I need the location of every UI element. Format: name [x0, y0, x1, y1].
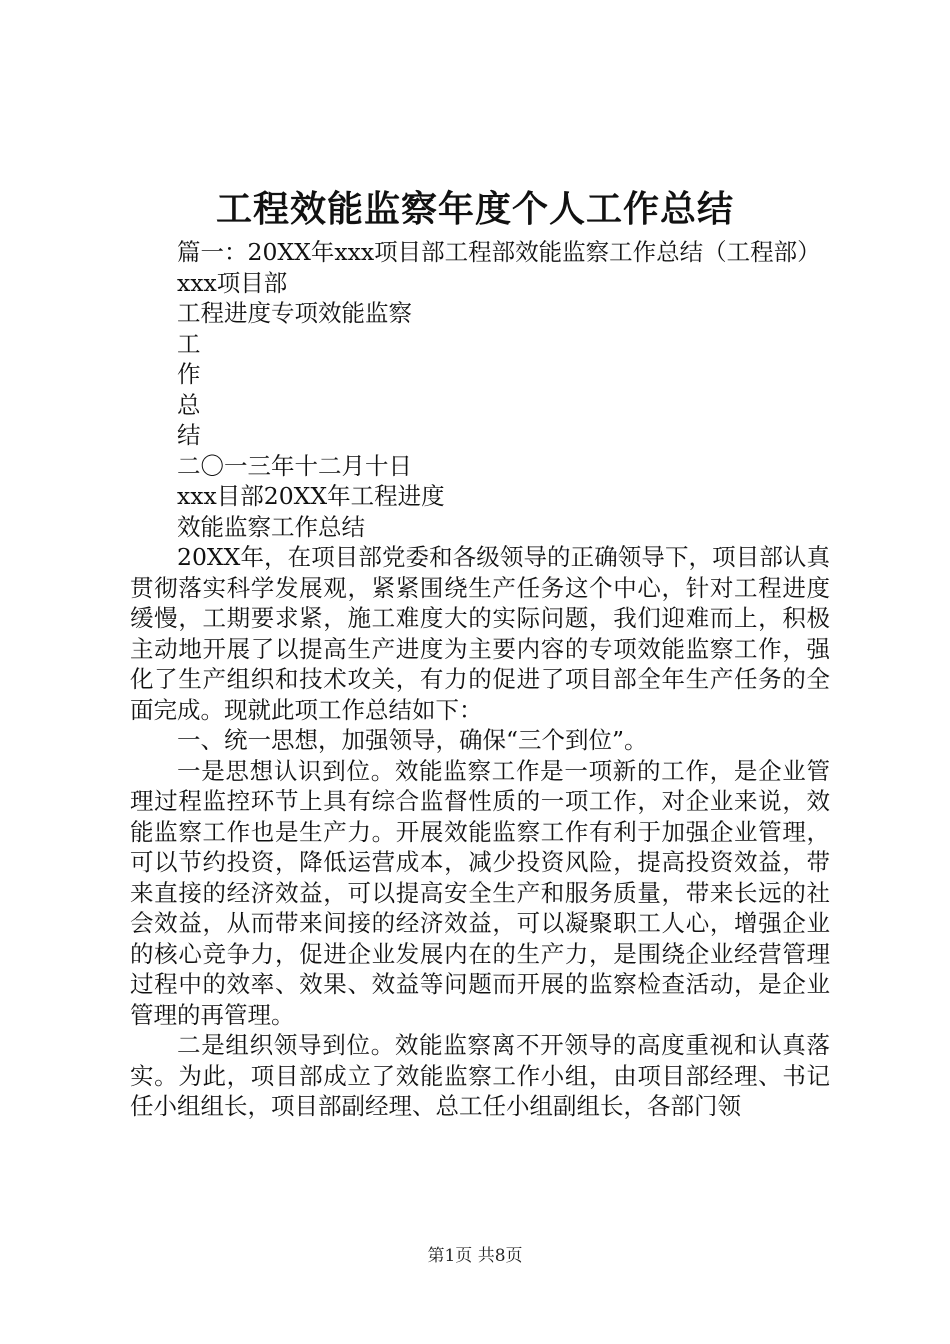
- paragraph-2: xxx项目部: [177, 268, 288, 297]
- paragraph-3: 工程进度专项效能监察: [177, 299, 412, 327]
- paragraph-10: 效能监察工作总结: [177, 512, 365, 541]
- paragraph-1: 篇一：20XX年xxx项目部工程部效能监察工作总结（工程部）: [177, 238, 821, 266]
- paragraph-7: 结: [177, 421, 201, 449]
- section-heading-1: 一、统一思想，加强领导，确保“三个到位”。: [177, 726, 648, 754]
- paragraph-thought: 一是思想认识到位。效能监察工作是一项新的工作，是企业管理过程监控环节上具有综合监督性质的一项工作，对企业来说，效能监察工作也是生产力。开展效能监察工作有利于加强企业管理，可以节约投资，降低运营成本，减少投资风险，提高投资效益，带来直接的经济效益，可以提高安全生产和服务质量，带来长远的社会效益，从而带来间接的经济效益，可以凝聚职工人心，增强企业的核心竞争力，促进企业发展内在的生产力，是围绕企业经营管理过程中的效率、效果、效益等问题而开展的监察检查活动，是企业管理的再管理。: [130, 756, 830, 1029]
- paragraph-4: 工: [177, 329, 201, 358]
- paragraph-organization: 二是组织领导到位。效能监察离不开领导的高度重视和认真落实。为此，项目部成立了效能监察工作小组，由项目部经理、书记任小组组长，项目部副经理、总工任小组副组长，各部门领: [130, 1031, 830, 1120]
- paragraph-9: xxx目部20XX年工程进度: [177, 482, 445, 510]
- paragraph-intro: 20XX年，在项目部党委和各级领导的正确领导下，项目部认真贯彻落实科学发展观，紧紧围绕生产任务这个中心，针对工程进度缓慢，工期要求紧，施工难度大的实际问题，我们迎难而上，积极主动地开展了以提高生产进度为主要内容的专项效能监察工作，强化了生产组织和技术攻关，有力的促进了项目部全年生产任务的全面完成。现就此项工作总结如下：: [130, 543, 830, 724]
- document-title: 工程效能监察年度个人工作总结: [215, 188, 734, 230]
- page-number-footer: 第1页 共8页: [427, 1246, 523, 1266]
- paragraph-6: 总: [177, 390, 201, 419]
- paragraph-date: 二〇一三年十二月十日: [177, 451, 412, 480]
- document-body: [130, 237, 830, 1122]
- paragraph-5: 作: [177, 360, 201, 388]
